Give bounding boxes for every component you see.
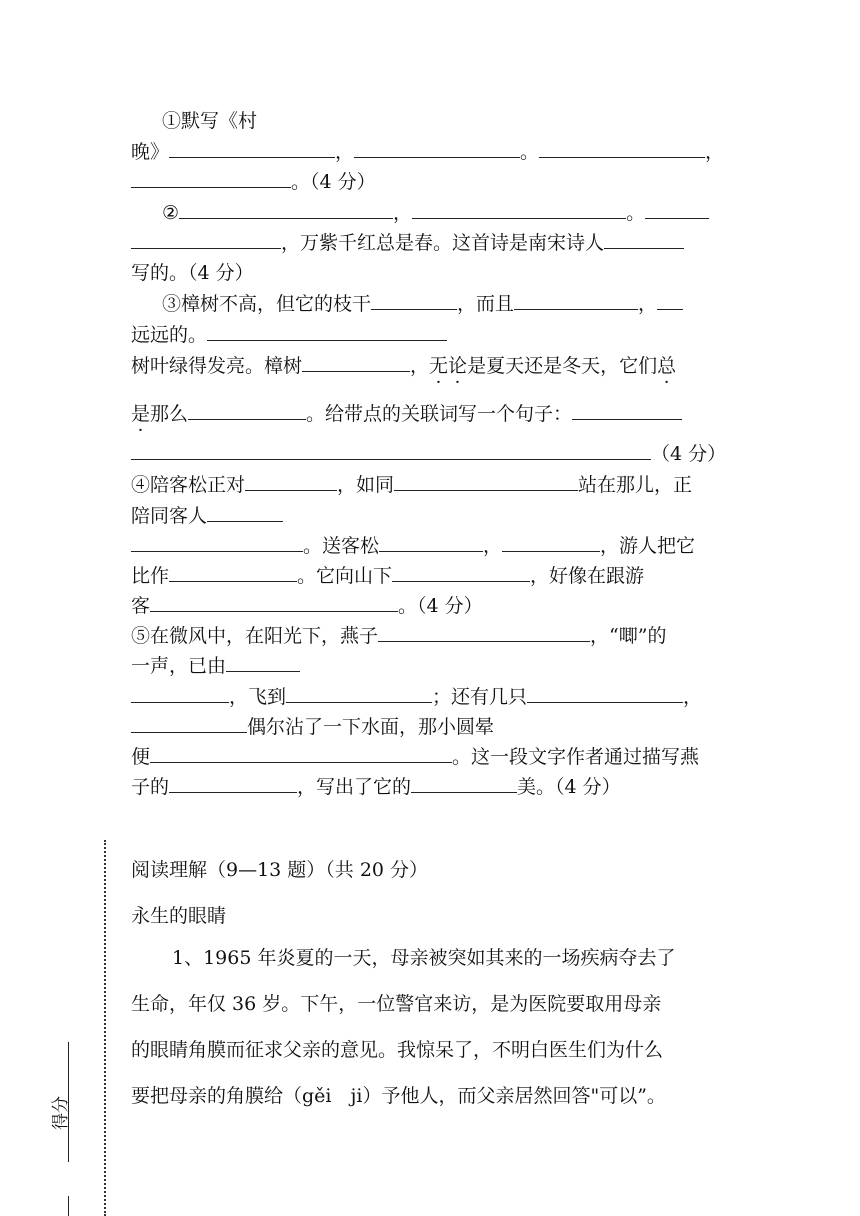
answer-blank[interactable]: [169, 565, 297, 582]
text: 。它向山下: [297, 565, 393, 587]
text: 比作: [131, 565, 170, 587]
answer-blank[interactable]: [207, 324, 447, 341]
answer-blank[interactable]: [394, 474, 578, 491]
text: 树叶绿得发亮。樟树: [131, 355, 303, 377]
q5-line5: [131, 743, 699, 771]
answer-blank[interactable]: [150, 746, 452, 763]
text: ，好像在跟游: [530, 565, 645, 587]
answer-blank[interactable]: [378, 625, 590, 642]
q1-line3: [131, 168, 376, 196]
text: ，: [638, 293, 658, 315]
answer-blank[interactable]: [604, 232, 684, 249]
emphasis-char: 是: [131, 403, 151, 425]
text: 站在那儿，正: [578, 474, 693, 496]
answer-blank[interactable]: [379, 535, 483, 552]
text: ，飞到: [229, 686, 287, 708]
text: 。（4 分）: [398, 595, 483, 617]
q4-line5: [131, 592, 483, 620]
answer-blank[interactable]: [527, 686, 683, 703]
text: ⑤在微风中，在阳光下，燕子: [131, 625, 379, 647]
answer-blank[interactable]: [188, 403, 306, 420]
text: ，而且: [457, 293, 515, 315]
answer-blank[interactable]: [302, 355, 410, 372]
answer-blank[interactable]: [657, 293, 683, 310]
passage-title: 永生的眼睛: [131, 905, 227, 927]
text: 写的。（4 分）: [131, 262, 254, 284]
text: 便: [131, 746, 151, 768]
text: 美。（4 分）: [517, 776, 621, 798]
text: 一声，已由: [131, 655, 227, 677]
q4-line3: [131, 532, 695, 560]
q2-line3: [131, 259, 254, 287]
answer-blank[interactable]: [169, 141, 335, 158]
q4-line2: [131, 502, 283, 530]
text: 。: [626, 202, 646, 224]
answer-blank[interactable]: [645, 202, 709, 219]
answer-blank[interactable]: [131, 716, 247, 733]
q1-head: ①默写《村: [162, 110, 258, 132]
text: 偶尔沾了一下水面，那小圆晕: [247, 716, 495, 738]
text: （4 分）: [651, 443, 727, 465]
q2-line1: [162, 199, 709, 227]
text: ，如同: [337, 474, 395, 496]
answer-blank[interactable]: [572, 403, 682, 420]
text: 。给带点的关联词写一个句子：: [306, 403, 573, 425]
q5-line6: [131, 773, 621, 801]
text: 远远的。: [131, 324, 208, 346]
text: ④陪客松正对: [131, 474, 246, 496]
text: ，写出了它的: [297, 776, 412, 798]
q4-line4: [131, 562, 644, 590]
emphasis-char: 论: [448, 355, 468, 377]
text: ，: [335, 141, 355, 163]
answer-blank[interactable]: [411, 776, 517, 793]
text: 那么: [150, 403, 189, 425]
text: ②: [162, 202, 180, 224]
answer-blank[interactable]: [226, 655, 300, 672]
score-line: [68, 1196, 69, 1216]
answer-blank[interactable]: [207, 505, 283, 522]
answer-blank[interactable]: [371, 293, 457, 310]
q3-line4: [131, 400, 682, 428]
q3-line1: [162, 290, 683, 318]
text: 子的: [131, 776, 170, 798]
text: ，万紫千红总是春。这首诗是南宋诗人: [281, 232, 605, 254]
text: 晚》: [131, 141, 170, 163]
text: 。这一段文字作者通过描写燕: [452, 746, 700, 768]
answer-blank[interactable]: [502, 535, 600, 552]
text: 。（4 分）: [291, 171, 376, 193]
score-label: 得分: [51, 1096, 71, 1130]
text: ，: [483, 535, 503, 557]
text: ，: [393, 202, 413, 224]
answer-blank[interactable]: [539, 141, 705, 158]
answer-blank[interactable]: [354, 141, 520, 158]
answer-blank[interactable]: [131, 535, 303, 552]
answer-blank[interactable]: [131, 686, 229, 703]
text: ；还有几只: [432, 686, 528, 708]
passage-paragraph-line: 生命，年仅 36 岁。下午，一位警官来访，是为医院要取用母亲: [131, 993, 662, 1015]
q3-line5: [131, 440, 726, 468]
q5-line1: [131, 622, 666, 650]
text: ，: [683, 686, 703, 708]
passage-paragraph-line: 的眼睛角膜而征求父亲的意见。我惊呆了，不明白医生们为什么: [131, 1039, 664, 1061]
text: ，“唧”的: [590, 625, 667, 647]
q5-line3: [131, 683, 702, 711]
text: 。送客松: [303, 535, 380, 557]
answer-blank[interactable]: [514, 293, 638, 310]
answer-blank[interactable]: [150, 595, 398, 612]
q1-line2: [131, 138, 724, 166]
passage-paragraph-line: 要把母亲的角膜给（gěi ji）予他人，而父亲居然回答"可以”。: [131, 1085, 666, 1107]
answer-blank[interactable]: [392, 565, 530, 582]
emphasis-char: 无: [429, 355, 449, 377]
text: 。: [520, 141, 540, 163]
answer-blank[interactable]: [169, 776, 297, 793]
text: ，游人把它: [600, 535, 696, 557]
answer-blank[interactable]: [131, 443, 651, 460]
answer-blank[interactable]: [412, 202, 626, 219]
q2-line2: [131, 229, 684, 257]
answer-blank[interactable]: [245, 474, 337, 491]
text: ，: [705, 141, 725, 163]
text: 客: [131, 595, 151, 617]
q5-line2: [131, 652, 300, 680]
q4-line1: [131, 471, 692, 499]
answer-blank[interactable]: [286, 686, 432, 703]
text: ③樟树不高，但它的枝干: [162, 293, 372, 315]
q3-line3: [131, 352, 676, 380]
binding-margin-rule: [104, 840, 106, 1216]
q5-line4: [131, 713, 494, 741]
text: 是夏天还是冬天，它们: [467, 355, 658, 377]
q3-line2: [131, 321, 447, 349]
q1-line1: [162, 107, 257, 135]
section-title: 阅读理解（9—13 题）（共 20 分）: [131, 859, 429, 881]
text: ，: [410, 355, 430, 377]
answer-blank[interactable]: [179, 202, 393, 219]
answer-blank[interactable]: [131, 171, 291, 188]
passage-paragraph-line: 1、1965 年炎夏的一天，母亲被突如其来的一场疾病夺去了: [172, 947, 676, 969]
answer-blank[interactable]: [131, 232, 281, 249]
text: 陪同客人: [131, 505, 208, 527]
emphasis-char: 总: [657, 355, 677, 377]
